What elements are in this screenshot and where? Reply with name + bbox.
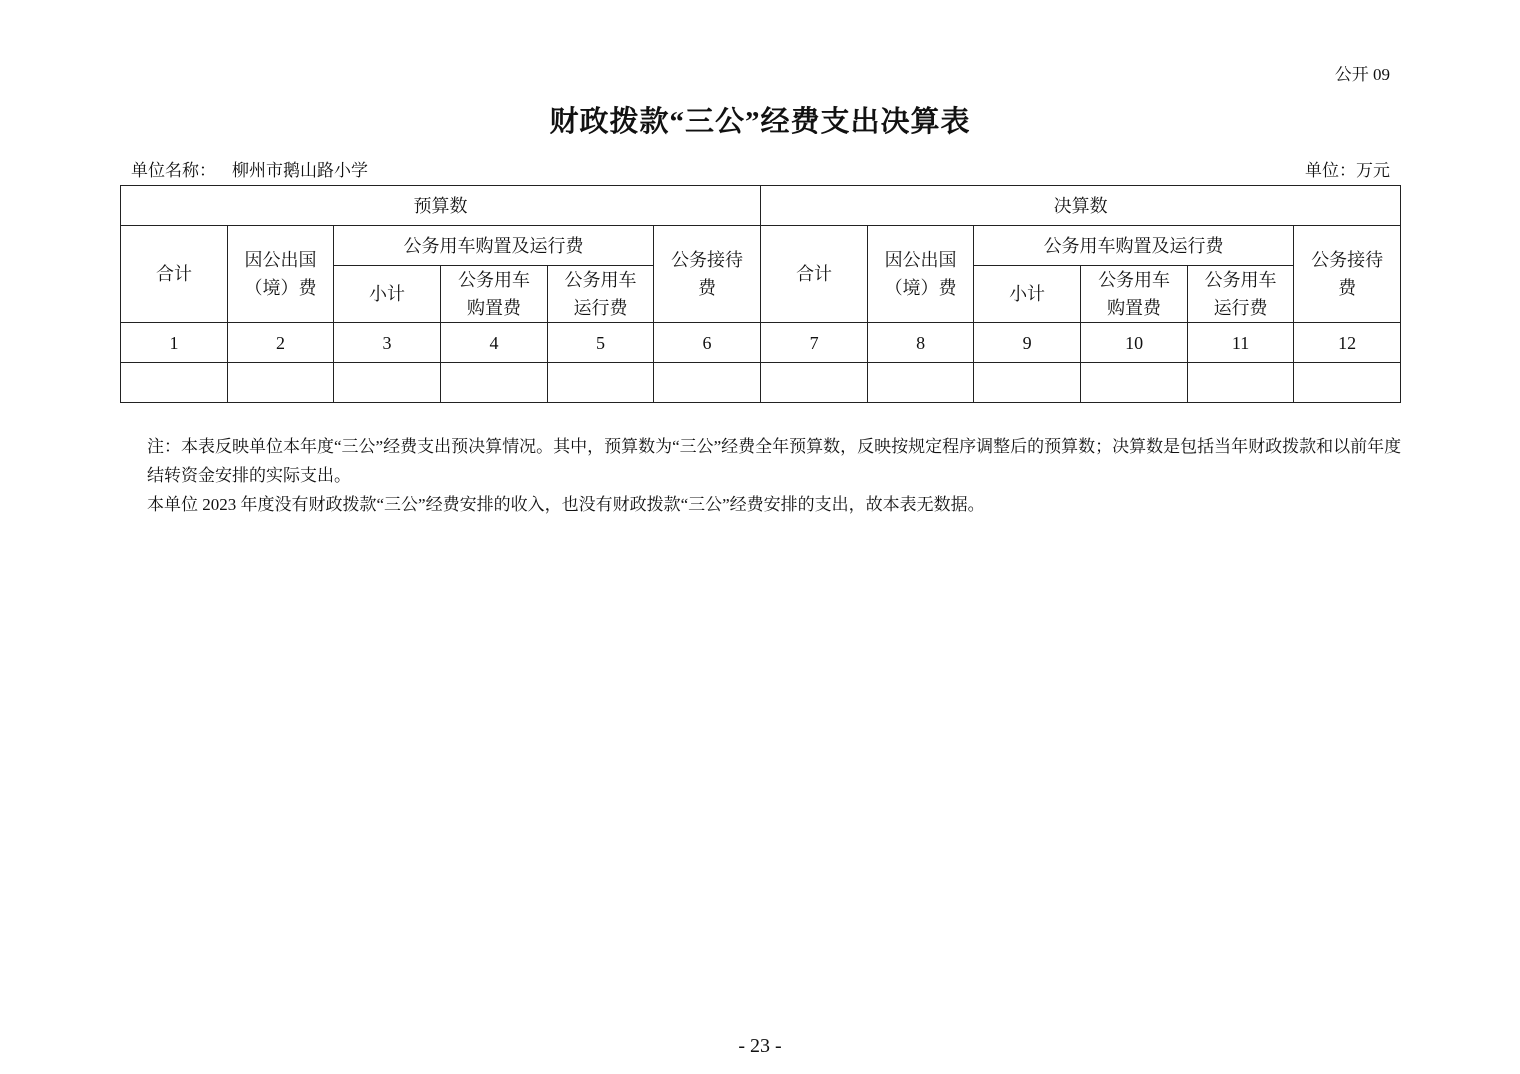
- three-public-expenses-table: [120, 185, 1401, 403]
- note-no-data: 本单位 2023 年度没有财政拨款“三公”经费安排的收入，也没有财政拨款“三公”经费安排的支出，故本表无数据。: [147, 495, 985, 514]
- document-code: 公开 09: [1334, 65, 1390, 84]
- column-number: 10: [1081, 323, 1188, 363]
- column-number: 11: [1188, 323, 1294, 363]
- column-number: 4: [441, 323, 548, 363]
- budget-header: 预算数: [121, 186, 761, 226]
- empty-cell: [654, 363, 761, 403]
- unit-name-label: 单位名称：: [131, 161, 216, 180]
- empty-cell: [548, 363, 654, 403]
- column-number: 7: [761, 323, 868, 363]
- empty-cell: [1081, 363, 1188, 403]
- column-number: 5: [548, 323, 654, 363]
- budget-purchase-header: 公务用车 购置费: [441, 266, 548, 323]
- column-number: 6: [654, 323, 761, 363]
- column-number: 12: [1294, 323, 1401, 363]
- column-number-row: [121, 323, 1401, 363]
- column-number: 1: [121, 323, 228, 363]
- budget-reception-header: 公务接待 费: [654, 226, 761, 323]
- empty-cell: [1188, 363, 1294, 403]
- note-explanation: 注：本表反映单位本年度“三公”经费支出预决算情况。其中，预算数为“三公”经费全年预算数，反映按规定程序调整后的预算数；决算数是包括当年财政拨款和以前年度结转资金安排的实际支出。: [147, 437, 1402, 485]
- final-total-header: 合计: [761, 226, 868, 323]
- notes-section: [147, 432, 1402, 519]
- empty-cell: [974, 363, 1081, 403]
- empty-cell: [868, 363, 974, 403]
- empty-cell: [1294, 363, 1401, 403]
- final-header: 决算数: [761, 186, 1401, 226]
- budget-vehicle-header: 公务用车购置及运行费: [334, 226, 654, 266]
- budget-total-header: 合计: [121, 226, 228, 323]
- empty-cell: [441, 363, 548, 403]
- empty-cell: [761, 363, 868, 403]
- data-row-empty: [121, 363, 1401, 403]
- column-header-row: [121, 226, 1401, 266]
- budget-subtotal-header: 小计: [334, 266, 441, 323]
- currency-unit: 单位：万元: [1305, 161, 1390, 180]
- page-title: 财政拨款“三公”经费支出决算表: [549, 106, 971, 138]
- final-subtotal-header: 小计: [974, 266, 1081, 323]
- final-vehicle-header: 公务用车购置及运行费: [974, 226, 1294, 266]
- final-abroad-header: 因公出国 （境）费: [868, 226, 974, 323]
- final-operation-header: 公务用车 运行费: [1188, 266, 1294, 323]
- final-purchase-header: 公务用车 购置费: [1081, 266, 1188, 323]
- empty-cell: [228, 363, 334, 403]
- column-number: 3: [334, 323, 441, 363]
- group-header-row: [121, 186, 1401, 226]
- column-number: 9: [974, 323, 1081, 363]
- unit-name-line: [131, 156, 368, 181]
- unit-name: 柳州市鹅山路小学: [232, 161, 368, 180]
- empty-cell: [121, 363, 228, 403]
- column-number: 2: [228, 323, 334, 363]
- budget-operation-header: 公务用车 运行费: [548, 266, 654, 323]
- column-number: 8: [868, 323, 974, 363]
- empty-cell: [334, 363, 441, 403]
- budget-abroad-header: 因公出国 （境）费: [228, 226, 334, 323]
- final-reception-header: 公务接待 费: [1294, 226, 1401, 323]
- page-number: - 23 -: [738, 1035, 782, 1057]
